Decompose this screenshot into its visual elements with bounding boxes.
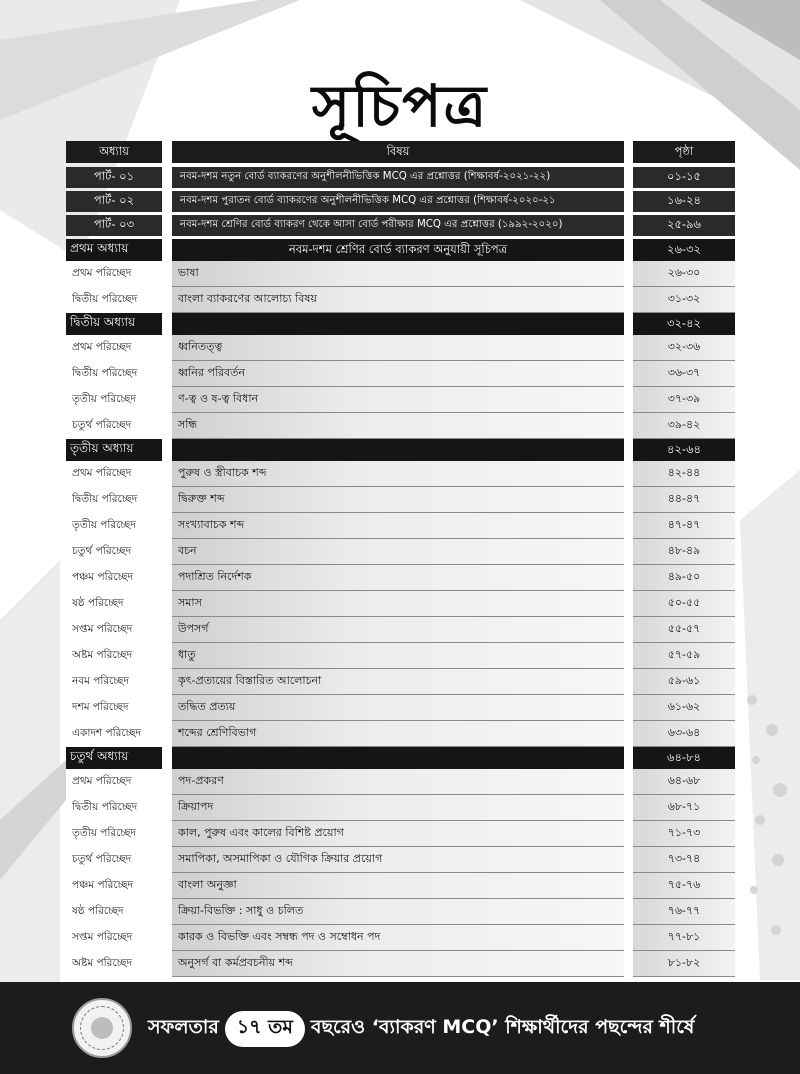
row-pages: ৩৭-৩৯	[633, 387, 735, 413]
row-chapter-label: চতুর্থ অধ্যায়	[66, 747, 162, 769]
row-chapter-label: পঞ্চম পরিচ্ছেদ	[72, 878, 134, 891]
row-subject: নবম-দশম শ্রেণির বোর্ড ব্যাকরণ থেকে আসা বোর্ড পরীক্ষার MCQ এর প্রশ্নোত্তর (১৯৯২-২০২০)	[172, 215, 624, 236]
row-subject: পুরুষ ও স্ত্রীবাচক শব্দ	[172, 461, 624, 487]
table-header	[0, 141, 800, 163]
row-pages: ২৫-৯৬	[633, 215, 735, 236]
row-pages: ৩৬-৩৭	[633, 361, 735, 387]
section-row	[0, 795, 800, 821]
section-row	[0, 721, 800, 747]
row-subject: বাংলা অনুজ্ঞা	[172, 873, 624, 899]
row-chapter-label: দ্বিতীয় পরিচ্ছেদ	[72, 800, 138, 813]
row-chapter-label: চতুর্থ পরিচ্ছেদ	[72, 544, 132, 557]
row-pages: ২৬-৩২	[633, 239, 735, 261]
row-subject: নবম-দশম শ্রেণির বোর্ড ব্যাকরণ অনুযায়ী সূচিপত্র	[172, 239, 624, 261]
row-pages: ৫৯-৬১	[633, 669, 735, 695]
row-subject: শব্দের শ্রেণিবিভাগ	[172, 721, 624, 747]
row-subject: পদাশ্রিত নির্দেশক	[172, 565, 624, 591]
row-subject: উপসর্গ	[172, 617, 624, 643]
row-subject: ক্রিয়া-বিভক্তি : সাধু ও চলিত	[172, 899, 624, 925]
row-subject: ক্রিয়াপদ	[172, 795, 624, 821]
row-pages: ৫৫-৫৭	[633, 617, 735, 643]
row-pages: ৭৭-৮১	[633, 925, 735, 951]
row-pages: ৩১-৩২	[633, 287, 735, 313]
chapter-row	[0, 439, 800, 461]
row-chapter-label: প্রথম অধ্যায়	[66, 239, 162, 261]
row-subject	[172, 313, 624, 335]
row-subject: সমাস	[172, 591, 624, 617]
section-row	[0, 925, 800, 951]
section-row	[0, 847, 800, 873]
section-row	[0, 461, 800, 487]
row-pages: ৬৮-৭১	[633, 795, 735, 821]
section-row	[0, 361, 800, 387]
row-subject: সন্ধি	[172, 413, 624, 439]
row-chapter-label: তৃতীয় পরিচ্ছেদ	[72, 392, 136, 405]
row-pages: ৭১-৭৩	[633, 821, 735, 847]
row-chapter-label: চতুর্থ পরিচ্ছেদ	[72, 418, 132, 431]
row-chapter-label: সপ্তম পরিচ্ছেদ	[72, 930, 133, 943]
part-row	[0, 167, 800, 188]
chapter-row	[0, 313, 800, 335]
row-subject: বচন	[172, 539, 624, 565]
row-chapter-label: অষ্টম পরিচ্ছেদ	[72, 956, 133, 969]
row-chapter-label: চতুর্থ পরিচ্ছেদ	[72, 852, 132, 865]
row-pages: ০১-১৫	[633, 167, 735, 188]
row-pages: ৪২-৪৪	[633, 461, 735, 487]
section-row	[0, 287, 800, 313]
row-subject: সংখ্যাবাচক শব্দ	[172, 513, 624, 539]
section-row	[0, 539, 800, 565]
row-subject: ধ্বনির পরিবর্তন	[172, 361, 624, 387]
row-pages: ১৬-২৪	[633, 191, 735, 212]
section-row	[0, 513, 800, 539]
section-row	[0, 951, 800, 977]
section-row	[0, 413, 800, 439]
row-subject: তদ্ধিত প্রত্যয়	[172, 695, 624, 721]
row-subject: নবম-দশম পুরাতন বোর্ড ব্যাকরণের অনুশীলনীভিত্তিক MCQ এর প্রশ্নোত্তর (শিক্ষাবর্ষ-২০২০-২১	[172, 191, 624, 212]
section-row	[0, 769, 800, 795]
section-row	[0, 643, 800, 669]
row-subject: বাংলা ব্যাকরণের আলোচ্য বিষয়	[172, 287, 624, 313]
row-pages: ৪৮-৪৯	[633, 539, 735, 565]
row-pages: ৬১-৬২	[633, 695, 735, 721]
section-row	[0, 591, 800, 617]
row-chapter-label: পার্ট- ০৩	[66, 215, 162, 236]
chapter-row	[0, 747, 800, 769]
row-pages: ২৬-৩০	[633, 261, 735, 287]
row-chapter-label: দ্বিতীয় অধ্যায়	[66, 313, 162, 335]
row-chapter-label: তৃতীয় পরিচ্ছেদ	[72, 518, 136, 531]
row-pages: ৫৭-৫৯	[633, 643, 735, 669]
row-pages: ৬৪-৬৮	[633, 769, 735, 795]
section-row	[0, 617, 800, 643]
row-chapter-label: দ্বিতীয় পরিচ্ছেদ	[72, 492, 138, 505]
part-row	[0, 215, 800, 236]
row-subject: ণ-ত্ব ও ষ-ত্ব বিধান	[172, 387, 624, 413]
row-chapter-label: পার্ট- ০২	[66, 191, 162, 212]
section-row	[0, 487, 800, 513]
row-pages: ৫০-৫৫	[633, 591, 735, 617]
row-subject: ধ্বনিতত্ত্ব	[172, 335, 624, 361]
publisher-logo-icon	[72, 998, 132, 1058]
row-pages: ৮১-৮২	[633, 951, 735, 977]
section-row	[0, 669, 800, 695]
row-chapter-label: সপ্তম পরিচ্ছেদ	[72, 622, 133, 635]
row-chapter-label: দশম পরিচ্ছেদ	[72, 700, 129, 713]
years-badge: ১৭ তম	[225, 1011, 305, 1047]
section-row	[0, 821, 800, 847]
section-row	[0, 873, 800, 899]
section-row	[0, 261, 800, 287]
row-subject	[172, 439, 624, 461]
row-chapter-label: নবম পরিচ্ছেদ	[72, 674, 129, 687]
row-chapter-label: প্রথম পরিচ্ছেদ	[72, 340, 132, 353]
row-subject: পদ-প্রকরণ	[172, 769, 624, 795]
header-subject: বিষয়	[172, 141, 624, 163]
tagline-part1: সফলতার	[148, 1016, 219, 1038]
tagline-part2: বছরেও ‘ব্যাকরণ MCQ’ শিক্ষার্থীদের পছন্দের শীর্ষে	[310, 1016, 695, 1038]
row-chapter-label: তৃতীয় পরিচ্ছেদ	[72, 826, 136, 839]
row-pages: ৭৬-৭৭	[633, 899, 735, 925]
row-pages: ৪৯-৫০	[633, 565, 735, 591]
chapter-row	[0, 239, 800, 261]
part-row	[0, 191, 800, 212]
row-pages: ৪৪-৪৭	[633, 487, 735, 513]
row-chapter-label: অষ্টম পরিচ্ছেদ	[72, 648, 133, 661]
row-pages: ৬৪-৮৪	[633, 747, 735, 769]
section-row	[0, 387, 800, 413]
row-subject: ভাষা	[172, 261, 624, 287]
row-subject: সমাপিকা, অসমাপিকা ও যৌগিক ক্রিয়ার প্রয়োগ	[172, 847, 624, 873]
section-row	[0, 899, 800, 925]
row-chapter-label: প্রথম পরিচ্ছেদ	[72, 466, 132, 479]
row-pages: ৬৩-৬৪	[633, 721, 735, 747]
header-page: পৃষ্ঠা	[633, 141, 735, 163]
row-pages: ৩৯-৪২	[633, 413, 735, 439]
row-pages: ৩২-৪২	[633, 313, 735, 335]
row-pages: ৩২-৩৬	[633, 335, 735, 361]
row-pages: ৪২-৬৪	[633, 439, 735, 461]
footer-banner	[0, 982, 800, 1074]
row-subject: নবম-দশম নতুন বোর্ড ব্যাকরণের অনুশীলনীভিত্তিক MCQ এর প্রশ্নোত্তর (শিক্ষাবর্ষ-২০২১-২২)	[172, 167, 624, 188]
row-chapter-label: পার্ট- ০১	[66, 167, 162, 188]
row-pages: ৭৩-৭৪	[633, 847, 735, 873]
row-pages: ৭৫-৭৬	[633, 873, 735, 899]
section-row	[0, 335, 800, 361]
page-title: সূচিপত্র	[311, 72, 489, 140]
row-subject: কাল, পুরুষ এবং কালের বিশিষ্ট প্রয়োগ	[172, 821, 624, 847]
row-chapter-label: পঞ্চম পরিচ্ছেদ	[72, 570, 134, 583]
header-chapter: অধ্যায়	[66, 141, 162, 163]
row-chapter-label: একাদশ পরিচ্ছেদ	[72, 726, 142, 739]
row-pages: ৪৭-৪৭	[633, 513, 735, 539]
section-row	[0, 565, 800, 591]
row-chapter-label: তৃতীয় অধ্যায়	[66, 439, 162, 461]
row-subject: কারক ও বিভক্তি এবং সম্বন্ধ পদ ও সম্বোধন পদ	[172, 925, 624, 951]
row-chapter-label: ষষ্ঠ পরিচ্ছেদ	[72, 596, 124, 609]
row-subject	[172, 747, 624, 769]
row-chapter-label: প্রথম পরিচ্ছেদ	[72, 266, 132, 279]
row-subject: ধাতু	[172, 643, 624, 669]
row-chapter-label: ষষ্ঠ পরিচ্ছেদ	[72, 904, 124, 917]
footer-tagline	[148, 1009, 694, 1049]
row-subject: কৃৎ-প্রত্যয়ের বিস্তারিত আলোচনা	[172, 669, 624, 695]
row-subject: অনুসর্গ বা কর্মপ্রবচনীয় শব্দ	[172, 951, 624, 977]
row-chapter-label: দ্বিতীয় পরিচ্ছেদ	[72, 292, 138, 305]
row-chapter-label: দ্বিতীয় পরিচ্ছেদ	[72, 366, 138, 379]
row-subject: দ্বিরুক্ত শব্দ	[172, 487, 624, 513]
section-row	[0, 695, 800, 721]
row-chapter-label: প্রথম পরিচ্ছেদ	[72, 774, 132, 787]
